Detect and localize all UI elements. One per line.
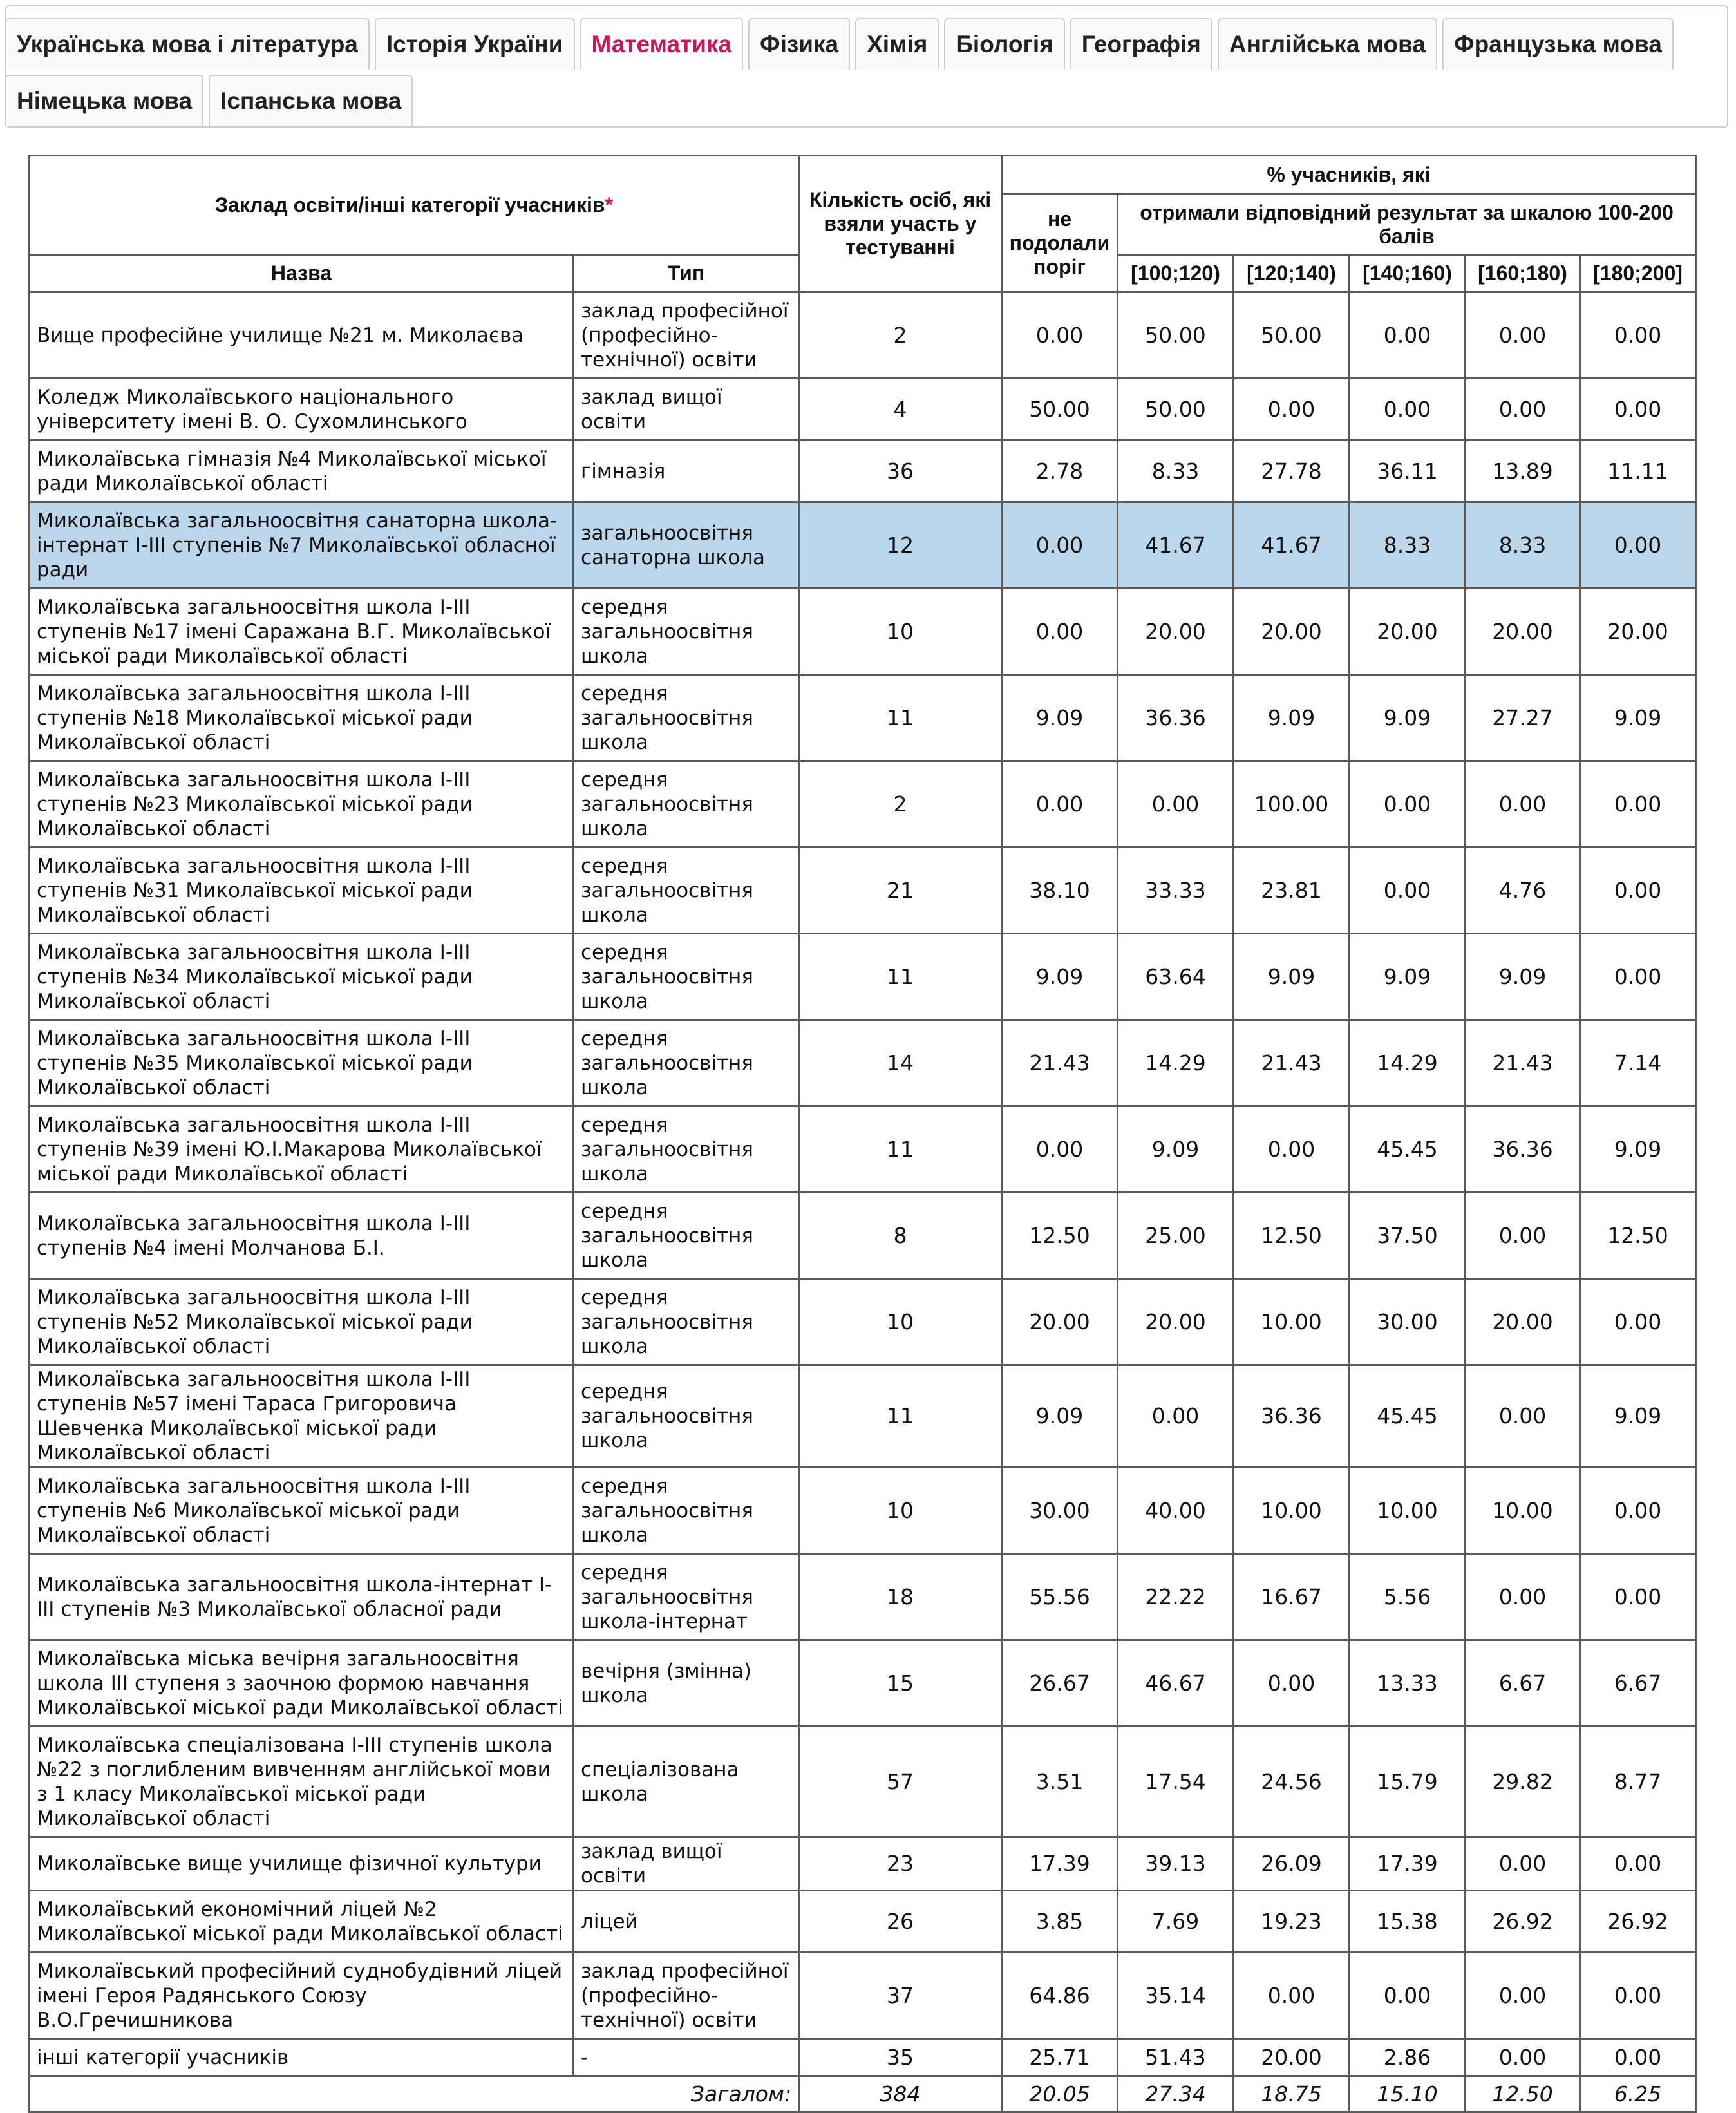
institution-type-cell: середня загальноосвітня школа: [574, 1106, 799, 1193]
participant-count-cell: 37: [799, 1953, 1002, 2039]
percent-r140-160-cell: 9.09: [1350, 934, 1466, 1020]
percent-failed-cell: 30.00: [1002, 1468, 1118, 1554]
institution-name-cell: Коледж Миколаївського національного університету імені В. О. Сухомлинського: [30, 379, 574, 441]
percent-r180-200-cell: 26.92: [1580, 1891, 1696, 1953]
tab-physics[interactable]: Фізика: [748, 18, 850, 70]
institution-type-cell: заклад вищої освіти: [574, 379, 799, 441]
percent-r160-180-cell: 13.89: [1466, 441, 1580, 502]
participant-count-cell: 2: [799, 761, 1002, 848]
institution-name-cell: Миколаївська спеціалізована І-ІІІ ступенів школа №22 з поглибленим вивченням англійської мови з 1 класу Миколаївської міської ради Миколаївської області: [30, 1727, 574, 1837]
percent-r180-200-cell: 0.00: [1580, 292, 1696, 379]
header-institution: Заклад освіти/інші категорії учасників*: [30, 156, 799, 255]
percent-r120-140-cell: 20.00: [1234, 2039, 1350, 2076]
percent-r140-160-cell: 45.45: [1350, 1365, 1466, 1468]
institution-type-cell: ліцей: [574, 1891, 799, 1953]
institution-name-cell: Миколаївська загальноосвітня школа І-ІІІ ступенів №39 імені Ю.І.Макарова Миколаївської міської ради Миколаївської області: [30, 1106, 574, 1193]
percent-r180-200-cell: 0.00: [1580, 2039, 1696, 2076]
percent-r140-160-cell: 5.56: [1350, 1554, 1466, 1640]
percent-r140-160-cell: 13.33: [1350, 1640, 1466, 1727]
institution-type-cell: середня загальноосвітня школа: [574, 675, 799, 761]
percent-r120-140-cell: 21.43: [1234, 1020, 1350, 1106]
institution-type-cell: гімназія: [574, 441, 799, 502]
participant-count-cell: 11: [799, 1106, 1002, 1193]
percent-r120-140-cell: 24.56: [1234, 1727, 1350, 1837]
table-row[interactable]: [30, 589, 1696, 675]
tab-english[interactable]: Англійська мова: [1218, 18, 1437, 70]
institution-name-cell: Миколаївський професійний суднобудівний ліцей імені Героя Радянського Союзу В.О.Гречишникова: [30, 1953, 574, 2039]
percent-r180-200-cell: 11.11: [1580, 441, 1696, 502]
institution-name-cell: Миколаївська гімназія №4 Миколаївської міської ради Миколаївської області: [30, 441, 574, 502]
header-percent: % учасників, які: [1002, 156, 1696, 194]
participant-count-cell: 4: [799, 379, 1002, 441]
header-range-180-200: [180;200]: [1580, 255, 1696, 292]
percent-r100-120-cell: 40.00: [1118, 1468, 1234, 1554]
institution-name-cell: Миколаївська загальноосвітня школа І-ІІІ ступенів №34 Миколаївської міської ради Миколаївської області: [30, 934, 574, 1020]
percent-r100-120-cell: 46.67: [1118, 1640, 1234, 1727]
institution-name-cell: Миколаївська міська вечірня загальноосвітня школа ІІІ ступеня з заочною формою навчання Миколаївської міської ради Миколаївської області: [30, 1640, 574, 1727]
table-row[interactable]: [30, 675, 1696, 761]
header-range-120-140: [120;140): [1234, 255, 1350, 292]
percent-r160-180-cell: 0.00: [1466, 292, 1580, 379]
percent-r120-140-cell: 9.09: [1234, 934, 1350, 1020]
percent-r100-120-cell: 41.67: [1118, 502, 1234, 589]
institution-type-cell: загальноосвітня санаторна школа: [574, 502, 799, 589]
percent-r180-200-cell: 9.09: [1580, 675, 1696, 761]
subject-tabs-row-2: [5, 75, 418, 126]
percent-r100-120-cell: 25.00: [1118, 1193, 1234, 1279]
participant-count-cell: 10: [799, 1279, 1002, 1365]
institution-name-cell: інші категорії учасників: [30, 2039, 574, 2076]
percent-r140-160-cell: 30.00: [1350, 1279, 1466, 1365]
percent-r100-120-cell: 50.00: [1118, 379, 1234, 441]
table-row[interactable]: [30, 1193, 1696, 1279]
percent-r160-180-cell: 10.00: [1466, 1468, 1580, 1554]
percent-r120-140-cell: 9.09: [1234, 675, 1350, 761]
percent-r160-180-cell: 21.43: [1466, 1020, 1580, 1106]
percent-r120-140-cell: 0.00: [1234, 1640, 1350, 1727]
percent-r160-180-cell: 0.00: [1466, 1365, 1580, 1468]
results-table: [28, 155, 1697, 2113]
percent-r100-120-cell: 33.33: [1118, 848, 1234, 934]
institution-name-cell: Миколаївська загальноосвітня школа І-ІІІ ступенів №17 імені Саражана В.Г. Миколаївської міської ради Миколаївської області: [30, 589, 574, 675]
participant-count-cell: 21: [799, 848, 1002, 934]
percent-failed-cell: 64.86: [1002, 1953, 1118, 2039]
percent-r120-140-cell: 100.00: [1234, 761, 1350, 848]
percent-failed-cell: 0.00: [1002, 502, 1118, 589]
total-value: 20.05: [1002, 2076, 1118, 2112]
percent-failed-cell: 9.09: [1002, 934, 1118, 1020]
percent-r100-120-cell: 50.00: [1118, 292, 1234, 379]
institution-name-cell: Миколаївська загальноосвітня школа І-ІІІ ступенів №31 Миколаївської міської ради Миколаївської області: [30, 848, 574, 934]
institution-type-cell: заклад професійної (професійно-технічної) освіти: [574, 1953, 799, 2039]
percent-r160-180-cell: 0.00: [1466, 1554, 1580, 1640]
participant-count-cell: 11: [799, 675, 1002, 761]
table-row[interactable]: [30, 441, 1696, 502]
percent-r140-160-cell: 45.45: [1350, 1106, 1466, 1193]
table-row[interactable]: [30, 2039, 1696, 2076]
percent-r120-140-cell: 19.23: [1234, 1891, 1350, 1953]
table-row[interactable]: [30, 1020, 1696, 1106]
percent-r160-180-cell: 26.92: [1466, 1891, 1580, 1953]
percent-r120-140-cell: 10.00: [1234, 1279, 1350, 1365]
participant-count-cell: 11: [799, 934, 1002, 1020]
percent-r140-160-cell: 15.38: [1350, 1891, 1466, 1953]
institution-name-cell: Миколаївське вище училище фізичної культури: [30, 1837, 574, 1891]
institution-name-cell: Миколаївська загальноосвітня школа І-ІІІ ступенів №18 Миколаївської міської ради Миколаївської області: [30, 675, 574, 761]
institution-name-cell: Вище професійне училище №21 м. Миколаєва: [30, 292, 574, 379]
percent-r120-140-cell: 0.00: [1234, 379, 1350, 441]
tab-spanish[interactable]: Іспанська мова: [209, 75, 413, 126]
percent-r100-120-cell: 20.00: [1118, 589, 1234, 675]
total-value: 6.25: [1580, 2076, 1696, 2112]
participant-count-cell: 23: [799, 1837, 1002, 1891]
percent-failed-cell: 21.43: [1002, 1020, 1118, 1106]
tab-french[interactable]: Французька мова: [1442, 18, 1674, 70]
percent-r180-200-cell: 0.00: [1580, 1279, 1696, 1365]
tab-chemistry[interactable]: Хімія: [855, 18, 939, 70]
institution-name-cell: Миколаївська загальноосвітня школа І-ІІІ ступенів №4 імені Молчанова Б.І.: [30, 1193, 574, 1279]
tab-mathematics[interactable]: Математика: [580, 18, 743, 70]
percent-r180-200-cell: 8.77: [1580, 1727, 1696, 1837]
header-failed-threshold: не подолали поріг: [1002, 194, 1118, 292]
percent-r180-200-cell: 0.00: [1580, 379, 1696, 441]
percent-r180-200-cell: 0.00: [1580, 1554, 1696, 1640]
percent-r180-200-cell: 0.00: [1580, 1837, 1696, 1891]
percent-failed-cell: 26.67: [1002, 1640, 1118, 1727]
subject-tabs-row-1: [5, 18, 1679, 70]
percent-r100-120-cell: 7.69: [1118, 1891, 1234, 1953]
total-value: 12.50: [1466, 2076, 1580, 2112]
percent-r100-120-cell: 17.54: [1118, 1727, 1234, 1837]
tab-geography[interactable]: Географія: [1070, 18, 1212, 70]
percent-r140-160-cell: 14.29: [1350, 1020, 1466, 1106]
percent-r120-140-cell: 23.81: [1234, 848, 1350, 934]
institution-type-cell: середня загальноосвітня школа: [574, 761, 799, 848]
participant-count-cell: 8: [799, 1193, 1002, 1279]
institution-name-cell: Миколаївська загальноосвітня школа І-ІІІ ступенів №57 імені Тараса Григоровича Шевченка Миколаївської міської ради Миколаївської області: [30, 1365, 574, 1468]
header-participant-count: Кількість осіб, які взяли участь у тестуванні: [799, 156, 1002, 292]
percent-r160-180-cell: 29.82: [1466, 1727, 1580, 1837]
percent-r140-160-cell: 20.00: [1350, 589, 1466, 675]
percent-r160-180-cell: 20.00: [1466, 1279, 1580, 1365]
participant-count-cell: 15: [799, 1640, 1002, 1727]
percent-r100-120-cell: 22.22: [1118, 1554, 1234, 1640]
total-label: Загалом:: [30, 2076, 799, 2112]
percent-r140-160-cell: 8.33: [1350, 502, 1466, 589]
institution-type-cell: вечірня (змінна) школа: [574, 1640, 799, 1727]
header-range-160-180: [160;180): [1466, 255, 1580, 292]
table-row[interactable]: [30, 1891, 1696, 1953]
percent-failed-cell: 9.09: [1002, 675, 1118, 761]
table-row[interactable]: [30, 379, 1696, 441]
percent-r180-200-cell: 0.00: [1580, 502, 1696, 589]
participant-count-cell: 11: [799, 1365, 1002, 1468]
percent-r140-160-cell: 17.39: [1350, 1837, 1466, 1891]
percent-r140-160-cell: 36.11: [1350, 441, 1466, 502]
percent-r160-180-cell: 20.00: [1466, 589, 1580, 675]
institution-type-cell: спеціалізована школа: [574, 1727, 799, 1837]
header-range-100-120: [100;120): [1118, 255, 1234, 292]
percent-r140-160-cell: 10.00: [1350, 1468, 1466, 1554]
institution-type-cell: середня загальноосвітня школа: [574, 934, 799, 1020]
percent-r120-140-cell: 27.78: [1234, 441, 1350, 502]
institution-name-cell: Миколаївський економічний ліцей №2 Миколаївської міської ради Миколаївської області: [30, 1891, 574, 1953]
percent-r180-200-cell: 6.67: [1580, 1640, 1696, 1727]
total-count: 384: [799, 2076, 1002, 2112]
tab-biology[interactable]: Біологія: [944, 18, 1064, 70]
tab-ukrainian-language[interactable]: Українська мова і література: [5, 18, 370, 70]
institution-type-cell: середня загальноосвітня школа: [574, 1279, 799, 1365]
percent-r140-160-cell: 0.00: [1350, 1953, 1466, 2039]
participant-count-cell: 18: [799, 1554, 1002, 1640]
percent-r100-120-cell: 8.33: [1118, 441, 1234, 502]
participant-count-cell: 36: [799, 441, 1002, 502]
percent-r160-180-cell: 36.36: [1466, 1106, 1580, 1193]
percent-r180-200-cell: 0.00: [1580, 934, 1696, 1020]
percent-failed-cell: 0.00: [1002, 761, 1118, 848]
institution-type-cell: середня загальноосвітня школа: [574, 1020, 799, 1106]
percent-failed-cell: 3.51: [1002, 1727, 1118, 1837]
percent-r160-180-cell: 0.00: [1466, 1953, 1580, 2039]
total-value: 15.10: [1350, 2076, 1466, 2112]
percent-failed-cell: 0.00: [1002, 1106, 1118, 1193]
percent-failed-cell: 2.78: [1002, 441, 1118, 502]
required-asterisk: *: [605, 193, 614, 216]
total-value: 18.75: [1234, 2076, 1350, 2112]
percent-r120-140-cell: 20.00: [1234, 589, 1350, 675]
institution-type-cell: -: [574, 2039, 799, 2076]
participant-count-cell: 2: [799, 292, 1002, 379]
percent-r140-160-cell: 0.00: [1350, 292, 1466, 379]
percent-r100-120-cell: 51.43: [1118, 2039, 1234, 2076]
percent-r100-120-cell: 36.36: [1118, 675, 1234, 761]
percent-failed-cell: 3.85: [1002, 1891, 1118, 1953]
table-row[interactable]: [30, 848, 1696, 934]
percent-r180-200-cell: 0.00: [1580, 848, 1696, 934]
table-row[interactable]: [30, 1365, 1696, 1468]
percent-r140-160-cell: 2.86: [1350, 2039, 1466, 2076]
percent-r180-200-cell: 7.14: [1580, 1020, 1696, 1106]
institution-type-cell: середня загальноосвітня школа: [574, 1365, 799, 1468]
percent-r100-120-cell: 0.00: [1118, 1365, 1234, 1468]
participant-count-cell: 35: [799, 2039, 1002, 2076]
header-scale: отримали відповідний результат за шкалою 100-200 балів: [1118, 194, 1696, 255]
percent-r140-160-cell: 0.00: [1350, 848, 1466, 934]
percent-r120-140-cell: 0.00: [1234, 1953, 1350, 2039]
institution-type-cell: середня загальноосвітня школа: [574, 848, 799, 934]
percent-failed-cell: 0.00: [1002, 292, 1118, 379]
percent-r100-120-cell: 9.09: [1118, 1106, 1234, 1193]
percent-r180-200-cell: 0.00: [1580, 1953, 1696, 2039]
percent-r120-140-cell: 36.36: [1234, 1365, 1350, 1468]
percent-r120-140-cell: 10.00: [1234, 1468, 1350, 1554]
institution-type-cell: заклад професійної (професійно-технічної) освіти: [574, 292, 799, 379]
percent-r140-160-cell: 15.79: [1350, 1727, 1466, 1837]
percent-r120-140-cell: 12.50: [1234, 1193, 1350, 1279]
institution-type-cell: заклад вищої освіти: [574, 1837, 799, 1891]
percent-r120-140-cell: 50.00: [1234, 292, 1350, 379]
percent-r140-160-cell: 0.00: [1350, 379, 1466, 441]
percent-failed-cell: 0.00: [1002, 589, 1118, 675]
institution-name-cell: Миколаївська загальноосвітня школа-інтернат І-ІІІ ступенів №3 Миколаївської обласної ради: [30, 1554, 574, 1640]
total-row: [30, 2076, 1696, 2112]
percent-failed-cell: 25.71: [1002, 2039, 1118, 2076]
participant-count-cell: 14: [799, 1020, 1002, 1106]
percent-failed-cell: 55.56: [1002, 1554, 1118, 1640]
percent-r160-180-cell: 0.00: [1466, 1837, 1580, 1891]
table-row[interactable]: [30, 1106, 1696, 1193]
percent-r140-160-cell: 9.09: [1350, 675, 1466, 761]
percent-r100-120-cell: 35.14: [1118, 1953, 1234, 2039]
table-row[interactable]: [30, 502, 1696, 589]
percent-r160-180-cell: 0.00: [1466, 379, 1580, 441]
institution-type-cell: середня загальноосвітня школа: [574, 589, 799, 675]
percent-r160-180-cell: 0.00: [1466, 2039, 1580, 2076]
percent-r100-120-cell: 20.00: [1118, 1279, 1234, 1365]
participant-count-cell: 12: [799, 502, 1002, 589]
tab-german[interactable]: Німецька мова: [5, 75, 203, 126]
table-row[interactable]: [30, 1837, 1696, 1891]
participant-count-cell: 10: [799, 589, 1002, 675]
table-row[interactable]: [30, 1554, 1696, 1640]
institution-name-cell: Миколаївська загальноосвітня школа І-ІІІ ступенів №35 Миколаївської міської ради Миколаївської області: [30, 1020, 574, 1106]
table-row[interactable]: [30, 292, 1696, 379]
percent-failed-cell: 20.00: [1002, 1279, 1118, 1365]
table-row[interactable]: [30, 934, 1696, 1020]
percent-r140-160-cell: 37.50: [1350, 1193, 1466, 1279]
table-row[interactable]: [30, 761, 1696, 848]
percent-r180-200-cell: 0.00: [1580, 1468, 1696, 1554]
percent-failed-cell: 12.50: [1002, 1193, 1118, 1279]
institution-type-cell: середня загальноосвітня школа: [574, 1468, 799, 1554]
percent-failed-cell: 50.00: [1002, 379, 1118, 441]
header-range-140-160: [140;160): [1350, 255, 1466, 292]
header-name: Назва: [30, 255, 574, 292]
percent-r160-180-cell: 8.33: [1466, 502, 1580, 589]
percent-r160-180-cell: 9.09: [1466, 934, 1580, 1020]
percent-r180-200-cell: 9.09: [1580, 1365, 1696, 1468]
table-row[interactable]: [30, 1953, 1696, 2039]
percent-failed-cell: 17.39: [1002, 1837, 1118, 1891]
percent-r180-200-cell: 9.09: [1580, 1106, 1696, 1193]
total-value: 27.34: [1118, 2076, 1234, 2112]
institution-name-cell: Миколаївська загальноосвітня школа І-ІІІ ступенів №52 Миколаївської міської ради Миколаївської області: [30, 1279, 574, 1365]
percent-r160-180-cell: 0.00: [1466, 761, 1580, 848]
institution-name-cell: Миколаївська загальноосвітня санаторна школа-інтернат І-ІІІ ступенів №7 Миколаївської обласної ради: [30, 502, 574, 589]
percent-r180-200-cell: 0.00: [1580, 761, 1696, 848]
percent-r160-180-cell: 0.00: [1466, 1193, 1580, 1279]
header-type: Тип: [574, 255, 799, 292]
percent-r180-200-cell: 12.50: [1580, 1193, 1696, 1279]
percent-r120-140-cell: 26.09: [1234, 1837, 1350, 1891]
participant-count-cell: 57: [799, 1727, 1002, 1837]
percent-r160-180-cell: 27.27: [1466, 675, 1580, 761]
percent-r100-120-cell: 14.29: [1118, 1020, 1234, 1106]
table-row[interactable]: [30, 1468, 1696, 1554]
table-row[interactable]: [30, 1640, 1696, 1727]
table-row[interactable]: [30, 1727, 1696, 1837]
institution-type-cell: середня загальноосвітня школа-інтернат: [574, 1554, 799, 1640]
percent-r100-120-cell: 63.64: [1118, 934, 1234, 1020]
institution-name-cell: Миколаївська загальноосвітня школа І-ІІІ ступенів №6 Миколаївської міської ради Миколаївської області: [30, 1468, 574, 1554]
tab-history-of-ukraine[interactable]: Історія України: [375, 18, 575, 70]
percent-r160-180-cell: 6.67: [1466, 1640, 1580, 1727]
percent-r100-120-cell: 0.00: [1118, 761, 1234, 848]
percent-r120-140-cell: 41.67: [1234, 502, 1350, 589]
percent-r120-140-cell: 16.67: [1234, 1554, 1350, 1640]
table-row[interactable]: [30, 1279, 1696, 1365]
percent-r160-180-cell: 4.76: [1466, 848, 1580, 934]
percent-failed-cell: 9.09: [1002, 1365, 1118, 1468]
institution-name-cell: Миколаївська загальноосвітня школа І-ІІІ ступенів №23 Миколаївської міської ради Миколаївської області: [30, 761, 574, 848]
percent-r100-120-cell: 39.13: [1118, 1837, 1234, 1891]
percent-r120-140-cell: 0.00: [1234, 1106, 1350, 1193]
percent-r180-200-cell: 20.00: [1580, 589, 1696, 675]
percent-failed-cell: 38.10: [1002, 848, 1118, 934]
institution-type-cell: середня загальноосвітня школа: [574, 1193, 799, 1279]
participant-count-cell: 10: [799, 1468, 1002, 1554]
participant-count-cell: 26: [799, 1891, 1002, 1953]
percent-r140-160-cell: 0.00: [1350, 761, 1466, 848]
